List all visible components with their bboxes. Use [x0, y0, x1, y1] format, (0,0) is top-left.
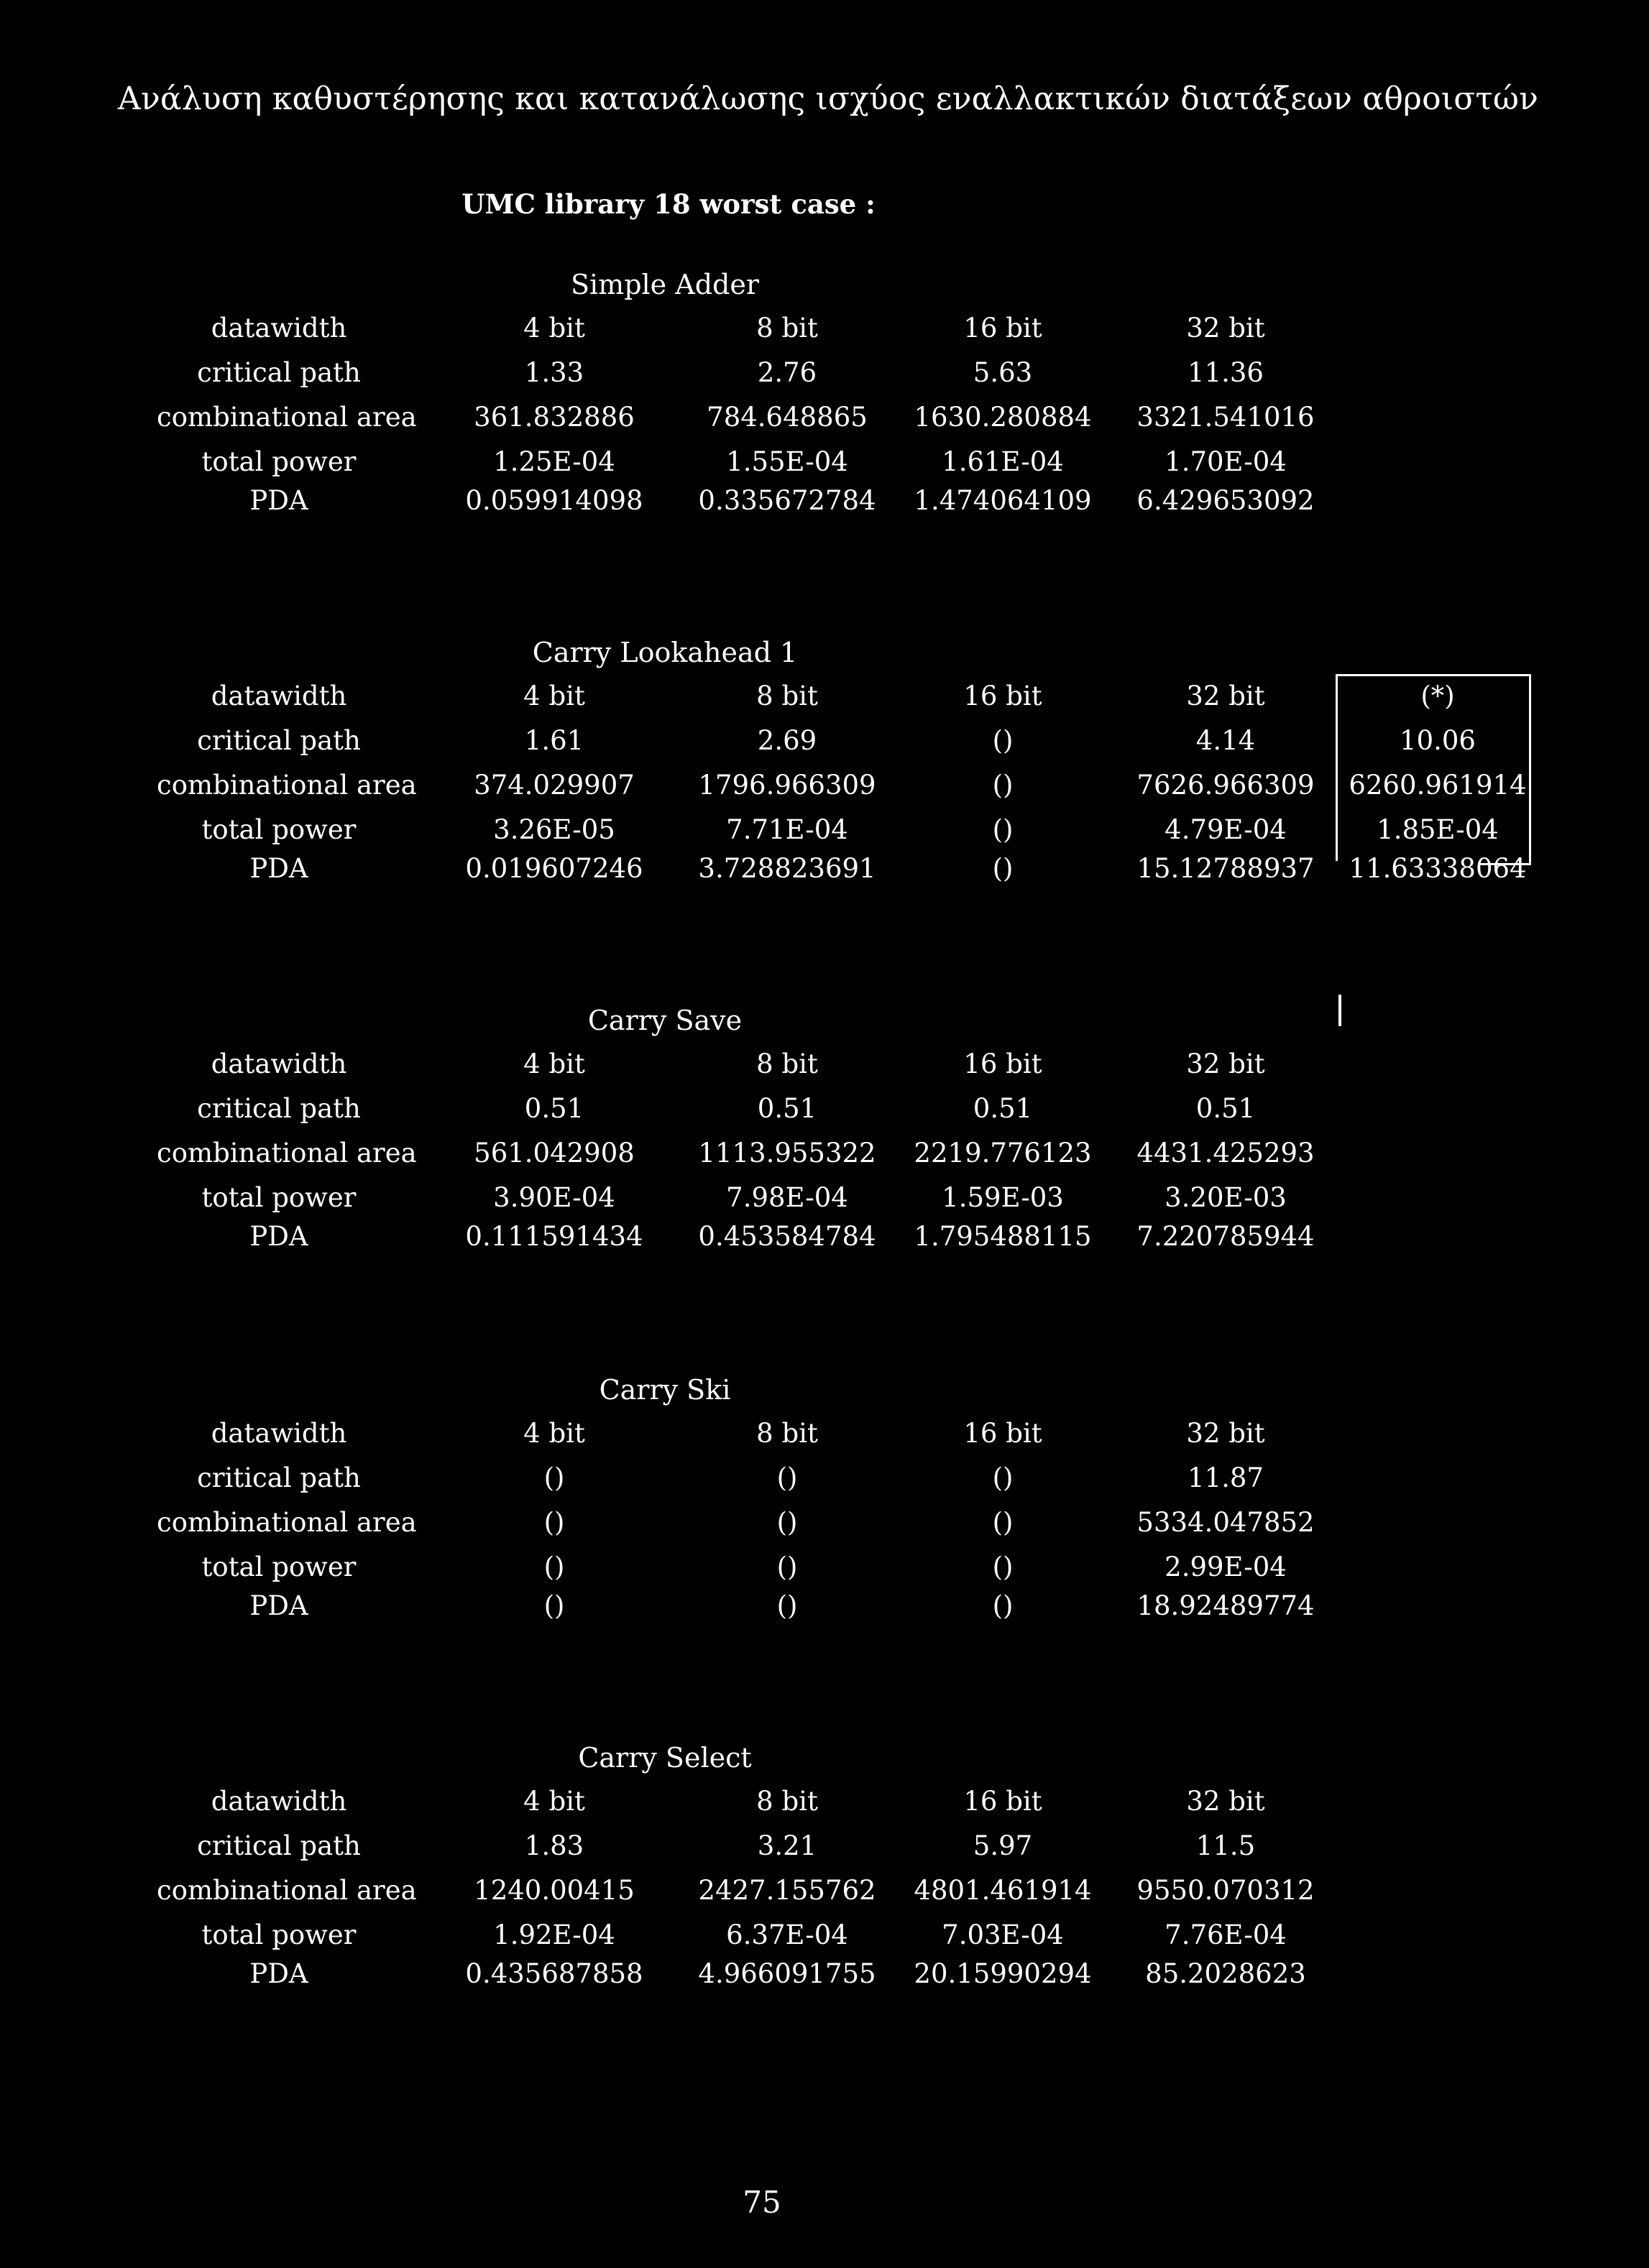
- row-label: critical path: [197, 1093, 361, 1124]
- table-cell: 1.33: [524, 357, 584, 388]
- table-cell: 784.648865: [707, 402, 868, 433]
- table-cell: (*): [1420, 681, 1455, 711]
- row-label: datawidth: [211, 1418, 347, 1449]
- table-row: [0, 723, 1649, 759]
- table-cell: 10.06: [1400, 725, 1476, 756]
- table-cell: 20.15990294: [914, 1958, 1092, 1989]
- table-cell: 1.85E-04: [1377, 814, 1499, 845]
- table-cell: 4 bit: [523, 313, 585, 344]
- table-title: Simple Adder: [570, 269, 759, 300]
- table-cell: 7.76E-04: [1165, 1919, 1287, 1950]
- table-cell: 11.5: [1195, 1830, 1256, 1861]
- row-label: total power: [201, 1182, 357, 1213]
- table-carry-ski: [0, 1374, 1649, 1621]
- table-cell: 16 bit: [963, 313, 1042, 344]
- row-label: datawidth: [211, 1048, 347, 1079]
- table-cell: 7.98E-04: [726, 1182, 848, 1213]
- table-cell: 16 bit: [963, 1048, 1042, 1079]
- table-cell: (): [776, 1507, 798, 1538]
- table-cell: 7.220785944: [1136, 1221, 1315, 1252]
- table-cell: 4801.461914: [914, 1875, 1092, 1906]
- table-row: [0, 851, 1649, 887]
- table-row: [0, 1219, 1649, 1255]
- table-cell: 32 bit: [1186, 1048, 1265, 1079]
- row-label: total power: [201, 1552, 357, 1582]
- table-cell: 6260.961914: [1349, 770, 1527, 801]
- row-label: critical path: [197, 725, 361, 756]
- table-cell: 1.92E-04: [493, 1919, 615, 1950]
- row-label: critical path: [197, 357, 361, 388]
- table-row: [0, 767, 1649, 803]
- table-cell: 1.83: [524, 1830, 584, 1861]
- table-cell: 1.61E-04: [942, 446, 1064, 477]
- row-label: combinational area: [157, 770, 417, 801]
- table-row: [0, 1046, 1649, 1082]
- table-cell: 6.37E-04: [726, 1919, 848, 1950]
- table-cell: 2427.155762: [698, 1875, 876, 1906]
- table-title: Carry Ski: [599, 1374, 731, 1406]
- table-row: [0, 1505, 1649, 1541]
- table-cell: 3.21: [757, 1830, 817, 1861]
- table-cell: 1.795488115: [914, 1221, 1092, 1252]
- table-cell: 3.728823691: [698, 853, 876, 884]
- table-cell: 1.25E-04: [493, 446, 615, 477]
- table-cell: 0.51: [757, 1093, 817, 1124]
- table-cell: 361.832886: [474, 402, 635, 433]
- table-cell: 3.20E-03: [1165, 1182, 1287, 1213]
- table-cell: 0.51: [1195, 1093, 1256, 1124]
- table-cell: 11.36: [1188, 357, 1264, 388]
- table-cell: 32 bit: [1186, 1418, 1265, 1449]
- page-header-title: Ανάλυση καθυστέρησης και κατανάλωσης ισχύος εναλλακτικών διατάξεων αθροιστών: [118, 80, 1539, 117]
- row-label: critical path: [197, 1830, 361, 1861]
- row-label: combinational area: [157, 1138, 417, 1168]
- row-label: total power: [201, 446, 357, 477]
- table-cell: 1630.280884: [914, 402, 1092, 433]
- table-cell: 4.79E-04: [1165, 814, 1287, 845]
- table-cell: 4.14: [1195, 725, 1256, 756]
- table-row: [0, 812, 1649, 848]
- library-title: UMC library 18 worst case :: [461, 188, 876, 220]
- table-row: [0, 1588, 1649, 1624]
- row-label: datawidth: [211, 1786, 347, 1817]
- table-cell: 16 bit: [963, 1786, 1042, 1817]
- table-row: [0, 1873, 1649, 1909]
- table-row: [0, 1956, 1649, 1992]
- table-row: [0, 1917, 1649, 1953]
- table-cell: 0.51: [524, 1093, 584, 1124]
- table-cell: 15.12788937: [1136, 853, 1315, 884]
- table-cell: 4 bit: [523, 681, 585, 711]
- table-cell: 11.87: [1188, 1462, 1264, 1493]
- table-row: [0, 483, 1649, 519]
- table-cell: 1.70E-04: [1165, 446, 1287, 477]
- table-cell: 3.90E-04: [493, 1182, 615, 1213]
- table-row: [0, 678, 1649, 714]
- table-cell: 1113.955322: [698, 1138, 876, 1168]
- table-cell: 3321.541016: [1136, 402, 1315, 433]
- row-label: PDA: [249, 853, 308, 884]
- table-cell: (): [992, 1507, 1014, 1538]
- table-cell: (): [543, 1507, 565, 1538]
- table-cell: 7.03E-04: [942, 1919, 1064, 1950]
- row-label: datawidth: [211, 313, 347, 344]
- table-cell: (): [992, 1590, 1014, 1621]
- row-label: datawidth: [211, 681, 347, 711]
- table-cell: 32 bit: [1186, 681, 1265, 711]
- table-cell: 4.966091755: [698, 1958, 876, 1989]
- table-cell: 561.042908: [474, 1138, 635, 1168]
- row-label: critical path: [197, 1462, 361, 1493]
- row-label: PDA: [249, 485, 308, 516]
- table-cell: 1.55E-04: [726, 446, 848, 477]
- table-row: [0, 400, 1649, 435]
- table-carry-select: [0, 1742, 1649, 1989]
- table-cell: 1240.00415: [474, 1875, 635, 1906]
- table-row: [0, 1828, 1649, 1864]
- table-cell: 7626.966309: [1136, 770, 1315, 801]
- row-label: PDA: [249, 1958, 308, 1989]
- table-cell: 2.99E-04: [1165, 1552, 1287, 1582]
- table-cell: 32 bit: [1186, 1786, 1265, 1817]
- table-cell: 0.435687858: [465, 1958, 643, 1989]
- table-row: [0, 1784, 1649, 1820]
- table-cell: (): [543, 1552, 565, 1582]
- table-row: [0, 444, 1649, 480]
- table-cell: 4 bit: [523, 1418, 585, 1449]
- table-cell: 8 bit: [756, 1786, 818, 1817]
- table-cell: 6.429653092: [1136, 485, 1315, 516]
- table-row: [0, 1416, 1649, 1452]
- row-label: total power: [201, 814, 357, 845]
- table-cell: (): [992, 853, 1014, 884]
- table-cell: 85.2028623: [1145, 1958, 1306, 1989]
- table-cell: 5.63: [973, 357, 1033, 388]
- table-cell: (): [543, 1462, 565, 1493]
- table-cell: 8 bit: [756, 1418, 818, 1449]
- row-label: PDA: [249, 1590, 308, 1621]
- row-label: combinational area: [157, 402, 417, 433]
- table-row: [0, 310, 1649, 346]
- table-cell: 0.51: [973, 1093, 1033, 1124]
- page-number: 75: [743, 2185, 781, 2220]
- table-row: [0, 1549, 1649, 1585]
- table-cell: 1796.966309: [698, 770, 876, 801]
- row-label: PDA: [249, 1221, 308, 1252]
- table-cell: 1.61: [524, 725, 584, 756]
- table-row: [0, 1091, 1649, 1127]
- table-cell: 16 bit: [963, 1418, 1042, 1449]
- table-cell: 32 bit: [1186, 313, 1265, 344]
- table-cell: (): [992, 1552, 1014, 1582]
- table-cell: 2.69: [757, 725, 817, 756]
- table-cell: 0.111591434: [465, 1221, 643, 1252]
- table-row: [0, 1460, 1649, 1496]
- row-label: combinational area: [157, 1507, 417, 1538]
- table-cell: (): [992, 770, 1014, 801]
- table-cell: 9550.070312: [1136, 1875, 1315, 1906]
- table-cell: (): [776, 1552, 798, 1582]
- table-row: [0, 355, 1649, 391]
- table-title: Carry Lookahead 1: [532, 637, 798, 668]
- table-row: [0, 1180, 1649, 1216]
- table-cell: 4431.425293: [1136, 1138, 1315, 1168]
- table-cell: 0.059914098: [465, 485, 643, 516]
- table-simple-adder: [0, 269, 1649, 516]
- table-cell: 8 bit: [756, 1048, 818, 1079]
- table-row: [0, 1135, 1649, 1171]
- table-cell: (): [776, 1462, 798, 1493]
- table-cell: 2219.776123: [914, 1138, 1092, 1168]
- table-cell: 0.335672784: [698, 485, 876, 516]
- table-cell: 2.76: [757, 357, 817, 388]
- table-cell: (): [543, 1590, 565, 1621]
- table-cell: 1.59E-03: [942, 1182, 1064, 1213]
- table-cell: 16 bit: [963, 681, 1042, 711]
- table-cell: 7.71E-04: [726, 814, 848, 845]
- table-cell: 0.453584784: [698, 1221, 876, 1252]
- table-cell: 1.474064109: [914, 485, 1092, 516]
- table-carry-save: [0, 1005, 1649, 1252]
- table-cell: 0.019607246: [465, 853, 643, 884]
- table-cell: (): [992, 814, 1014, 845]
- table-cell: 3.26E-05: [493, 814, 615, 845]
- row-label: total power: [201, 1919, 357, 1950]
- table-cell: 4 bit: [523, 1048, 585, 1079]
- row-label: combinational area: [157, 1875, 417, 1906]
- table-cell: 18.92489774: [1136, 1590, 1315, 1621]
- table-cell: 8 bit: [756, 681, 818, 711]
- table-title: Carry Select: [578, 1742, 752, 1774]
- table-cell: 374.029907: [474, 770, 635, 801]
- table-cell: 5.97: [973, 1830, 1033, 1861]
- table-cell: (): [992, 1462, 1014, 1493]
- table-cell: (): [992, 725, 1014, 756]
- table-title: Carry Save: [587, 1005, 743, 1036]
- table-cell: 5334.047852: [1136, 1507, 1315, 1538]
- table-cell: 11.63338064: [1349, 853, 1527, 884]
- table-cell: (): [776, 1590, 798, 1621]
- table-carry-lookahead: [0, 637, 1649, 884]
- table-cell: 4 bit: [523, 1786, 585, 1817]
- table-cell: 8 bit: [756, 313, 818, 344]
